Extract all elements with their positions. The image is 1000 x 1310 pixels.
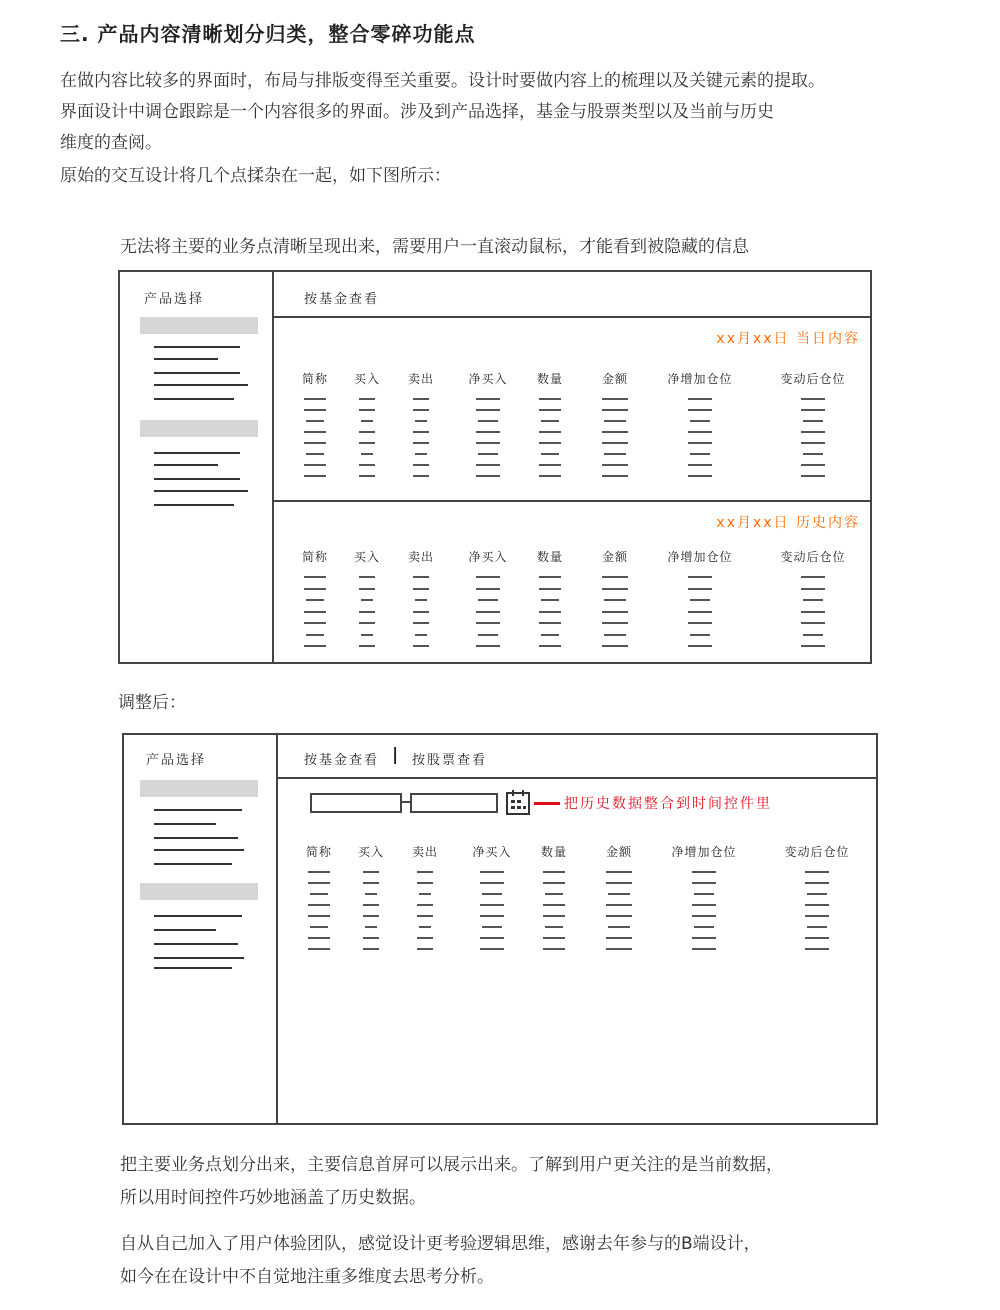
data-table bbox=[124, 735, 876, 1123]
cell-placeholder bbox=[602, 645, 628, 647]
cell-placeholder bbox=[606, 904, 632, 906]
cell-placeholder bbox=[694, 893, 714, 895]
cell-placeholder bbox=[476, 645, 500, 647]
cell-placeholder bbox=[480, 871, 504, 873]
cell-placeholder bbox=[688, 588, 712, 590]
cell-placeholder bbox=[308, 882, 330, 884]
tab-by-fund[interactable]: 按基金查看 bbox=[304, 292, 380, 307]
current-content-label: xx月xx日 当日内容 bbox=[716, 331, 860, 347]
column-header: 买入 bbox=[353, 372, 381, 386]
column-header: 净买入 bbox=[468, 372, 508, 386]
cell-placeholder bbox=[543, 882, 565, 884]
cell-placeholder bbox=[365, 926, 377, 928]
cell-placeholder bbox=[606, 871, 632, 873]
cell-placeholder bbox=[417, 871, 433, 873]
cell-placeholder bbox=[604, 634, 626, 636]
cell-placeholder bbox=[539, 611, 561, 613]
cell-placeholder bbox=[361, 599, 373, 601]
column-header: 净增加仓位 bbox=[671, 845, 737, 859]
cell-placeholder bbox=[417, 937, 433, 939]
cell-placeholder bbox=[361, 634, 373, 636]
column-header: 卖出 bbox=[411, 845, 439, 859]
cell-placeholder bbox=[801, 576, 825, 578]
column-header: 变动后仓位 bbox=[780, 372, 846, 386]
column-header: 买入 bbox=[357, 845, 385, 859]
cell-placeholder bbox=[365, 893, 377, 895]
cell-placeholder bbox=[480, 882, 504, 884]
cell-placeholder bbox=[688, 576, 712, 578]
cell-placeholder bbox=[543, 904, 565, 906]
sketch-before bbox=[118, 270, 872, 664]
cell-placeholder bbox=[413, 645, 429, 647]
cell-placeholder bbox=[363, 904, 379, 906]
cell-placeholder bbox=[545, 893, 563, 895]
cell-placeholder bbox=[417, 882, 433, 884]
cell-placeholder bbox=[304, 576, 326, 578]
cell-placeholder bbox=[359, 588, 375, 590]
cell-placeholder bbox=[602, 576, 628, 578]
cell-placeholder bbox=[606, 882, 632, 884]
cell-placeholder bbox=[692, 882, 716, 884]
cell-placeholder bbox=[543, 948, 565, 950]
cell-placeholder bbox=[476, 588, 500, 590]
cell-placeholder bbox=[363, 915, 379, 917]
cell-placeholder bbox=[413, 611, 429, 613]
column-header: 卖出 bbox=[407, 550, 435, 564]
cell-placeholder bbox=[476, 611, 500, 613]
cell-placeholder bbox=[606, 915, 632, 917]
cell-placeholder bbox=[801, 622, 825, 624]
cell-placeholder bbox=[539, 576, 561, 578]
cell-placeholder bbox=[306, 634, 324, 636]
caption-after: 调整后： bbox=[118, 693, 186, 713]
intro-line-1: 在做内容比较多的界面时，布局与排版变得至关重要。设计时要做内容上的梳理以及关键元素的提取。 bbox=[60, 71, 825, 91]
column-header: 金额 bbox=[605, 845, 633, 859]
cell-placeholder bbox=[803, 634, 823, 636]
cell-placeholder bbox=[539, 645, 561, 647]
cell-placeholder bbox=[604, 599, 626, 601]
history-table bbox=[120, 272, 870, 662]
column-header: 变动后仓位 bbox=[780, 550, 846, 564]
cell-placeholder bbox=[417, 948, 433, 950]
sidebar-title: 产品选择 bbox=[144, 292, 205, 307]
column-header: 数量 bbox=[540, 845, 568, 859]
cell-placeholder bbox=[413, 576, 429, 578]
cell-placeholder bbox=[690, 634, 710, 636]
closing-line-1: 自从自己加入了用户体验团队，感觉设计更考验逻辑思维，感谢去年参与的B端设计， bbox=[120, 1234, 761, 1254]
history-annotation: 把历史数据整合到时间控件里 bbox=[564, 796, 772, 812]
cell-placeholder bbox=[478, 634, 498, 636]
cell-placeholder bbox=[543, 871, 565, 873]
cell-placeholder bbox=[692, 904, 716, 906]
cell-placeholder bbox=[304, 645, 326, 647]
cell-placeholder bbox=[608, 893, 630, 895]
column-header: 简称 bbox=[305, 845, 333, 859]
cell-placeholder bbox=[413, 622, 429, 624]
cell-placeholder bbox=[480, 904, 504, 906]
cell-placeholder bbox=[805, 948, 829, 950]
cell-placeholder bbox=[363, 871, 379, 873]
column-header: 净增加仓位 bbox=[667, 550, 733, 564]
closing-line-2: 如今在在设计中不自觉地注重多维度去思考分析。 bbox=[120, 1267, 494, 1287]
column-header: 买入 bbox=[353, 550, 381, 564]
cell-placeholder bbox=[363, 882, 379, 884]
cell-placeholder bbox=[690, 599, 710, 601]
tab-divider: | bbox=[392, 745, 401, 765]
cell-placeholder bbox=[807, 893, 827, 895]
cell-placeholder bbox=[692, 871, 716, 873]
cell-placeholder bbox=[541, 599, 559, 601]
cell-placeholder bbox=[476, 622, 500, 624]
cell-placeholder bbox=[415, 634, 427, 636]
cell-placeholder bbox=[482, 893, 502, 895]
intro-line-3: 维度的查阅。 bbox=[60, 133, 162, 153]
column-header: 金额 bbox=[601, 372, 629, 386]
cell-placeholder bbox=[688, 622, 712, 624]
cell-placeholder bbox=[602, 588, 628, 590]
cell-placeholder bbox=[308, 904, 330, 906]
cell-placeholder bbox=[543, 915, 565, 917]
cell-placeholder bbox=[476, 576, 500, 578]
caption-before: 无法将主要的业务点清晰呈现出来，需要用户一直滚动鼠标，才能看到被隐藏的信息 bbox=[120, 237, 749, 257]
cell-placeholder bbox=[304, 611, 326, 613]
column-header: 简称 bbox=[301, 372, 329, 386]
cell-placeholder bbox=[801, 645, 825, 647]
cell-placeholder bbox=[805, 882, 829, 884]
cell-placeholder bbox=[359, 576, 375, 578]
cell-placeholder bbox=[480, 915, 504, 917]
cell-placeholder bbox=[606, 948, 632, 950]
cell-placeholder bbox=[694, 926, 714, 928]
tab-by-fund[interactable]: 按基金查看 bbox=[304, 753, 380, 768]
column-header: 金额 bbox=[601, 550, 629, 564]
cell-placeholder bbox=[478, 599, 498, 601]
sidebar-title: 产品选择 bbox=[146, 753, 207, 768]
cell-placeholder bbox=[543, 937, 565, 939]
cell-placeholder bbox=[692, 915, 716, 917]
cell-placeholder bbox=[304, 588, 326, 590]
column-header: 数量 bbox=[536, 372, 564, 386]
cell-placeholder bbox=[308, 948, 330, 950]
cell-placeholder bbox=[308, 915, 330, 917]
cell-placeholder bbox=[688, 645, 712, 647]
cell-placeholder bbox=[359, 622, 375, 624]
cell-placeholder bbox=[308, 871, 330, 873]
tab-by-stock[interactable]: 按股票查看 bbox=[412, 753, 488, 768]
cell-placeholder bbox=[541, 634, 559, 636]
cell-placeholder bbox=[608, 926, 630, 928]
conclusion-line-2: 所以用时间控件巧妙地涵盖了历史数据。 bbox=[120, 1188, 426, 1208]
cell-placeholder bbox=[480, 948, 504, 950]
cell-placeholder bbox=[419, 893, 431, 895]
intro-line-2: 界面设计中调仓跟踪是一个内容很多的界面。涉及到产品选择，基金与股票类型以及当前与历史 bbox=[60, 102, 774, 122]
cell-placeholder bbox=[310, 926, 328, 928]
cell-placeholder bbox=[801, 611, 825, 613]
cell-placeholder bbox=[306, 599, 324, 601]
cell-placeholder bbox=[359, 645, 375, 647]
cell-placeholder bbox=[805, 904, 829, 906]
column-header: 数量 bbox=[536, 550, 564, 564]
cell-placeholder bbox=[602, 622, 628, 624]
cell-placeholder bbox=[415, 599, 427, 601]
cell-placeholder bbox=[539, 622, 561, 624]
column-header: 净买入 bbox=[468, 550, 508, 564]
cell-placeholder bbox=[363, 937, 379, 939]
cell-placeholder bbox=[308, 937, 330, 939]
cell-placeholder bbox=[805, 871, 829, 873]
cell-placeholder bbox=[692, 948, 716, 950]
intro-line-4: 原始的交互设计将几个点揉杂在一起，如下图所示： bbox=[60, 166, 451, 186]
cell-placeholder bbox=[688, 611, 712, 613]
cell-placeholder bbox=[805, 915, 829, 917]
cell-placeholder bbox=[692, 937, 716, 939]
cell-placeholder bbox=[419, 926, 431, 928]
conclusion-line-1: 把主要业务点划分出来，主要信息首屏可以展示出来。了解到用户更关注的是当前数据， bbox=[120, 1155, 783, 1175]
history-content-label: xx月xx日 历史内容 bbox=[716, 515, 860, 531]
cell-placeholder bbox=[417, 915, 433, 917]
sketch-after bbox=[122, 733, 878, 1125]
cell-placeholder bbox=[807, 926, 827, 928]
cell-placeholder bbox=[602, 611, 628, 613]
cell-placeholder bbox=[363, 948, 379, 950]
cell-placeholder bbox=[417, 904, 433, 906]
section-heading: 三. 产品内容清晰划分归类，整合零碎功能点 bbox=[60, 22, 476, 46]
cell-placeholder bbox=[310, 893, 328, 895]
cell-placeholder bbox=[413, 588, 429, 590]
cell-placeholder bbox=[545, 926, 563, 928]
column-header: 卖出 bbox=[407, 372, 435, 386]
cell-placeholder bbox=[359, 611, 375, 613]
cell-placeholder bbox=[539, 588, 561, 590]
cell-placeholder bbox=[606, 937, 632, 939]
cell-placeholder bbox=[803, 599, 823, 601]
cell-placeholder bbox=[805, 937, 829, 939]
column-header: 净增加仓位 bbox=[667, 372, 733, 386]
column-header: 简称 bbox=[301, 550, 329, 564]
cell-placeholder bbox=[801, 588, 825, 590]
column-header: 净买入 bbox=[472, 845, 512, 859]
cell-placeholder bbox=[482, 926, 502, 928]
cell-placeholder bbox=[304, 622, 326, 624]
column-header: 变动后仓位 bbox=[784, 845, 850, 859]
cell-placeholder bbox=[480, 937, 504, 939]
